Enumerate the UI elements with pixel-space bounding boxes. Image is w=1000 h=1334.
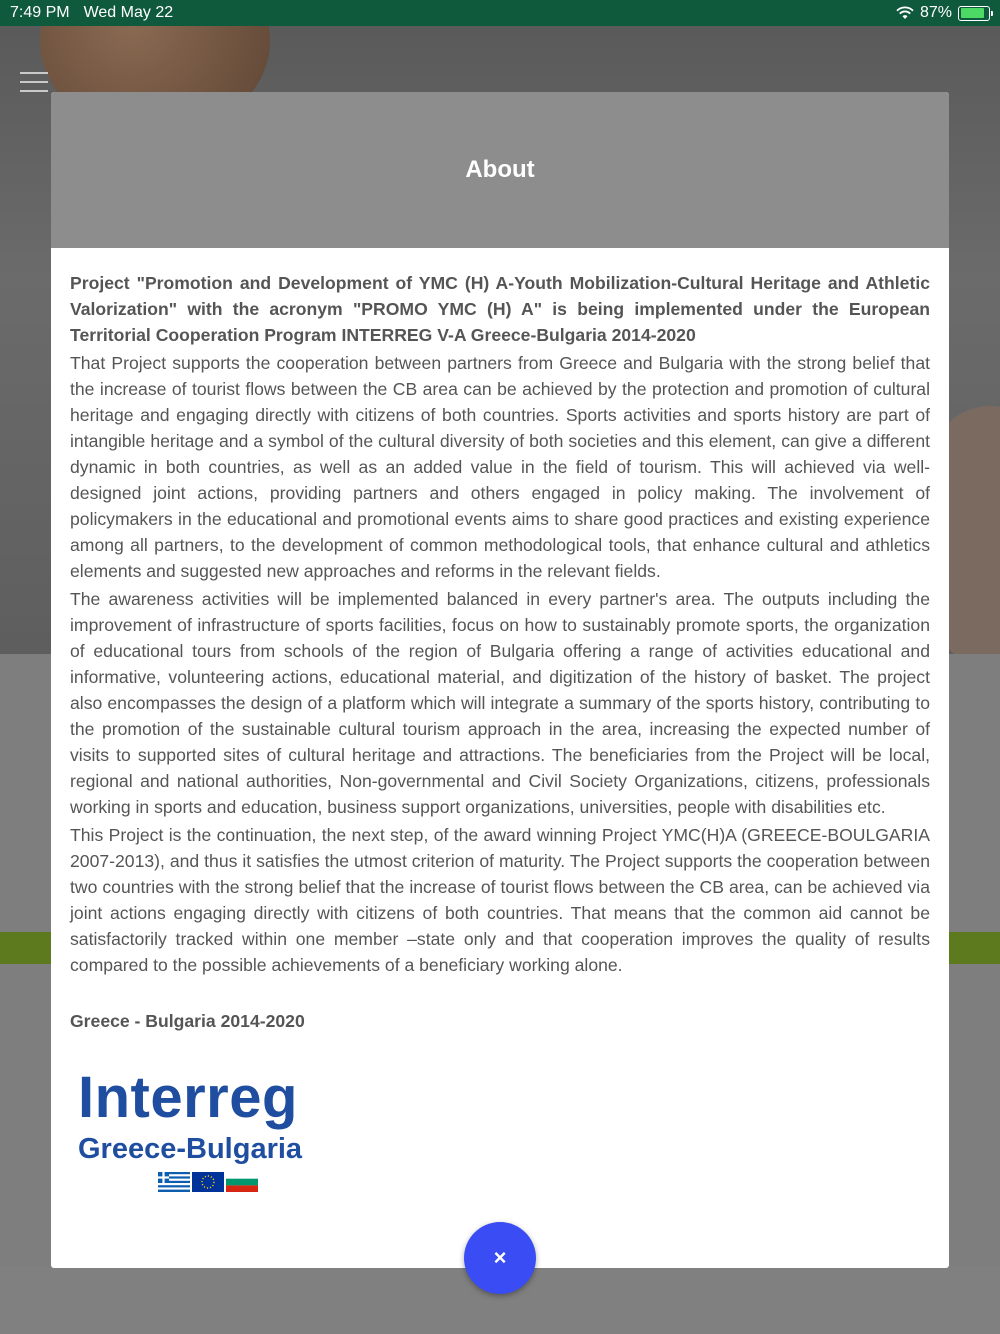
intro-text: Project "Promotion and Development of YMC (H) A-Youth Mobilization-Cultural Heritage and Athletic Valorization" with the acronym "PROMO YMC (H) A" is being implemented under the European Territorial Cooperation Program INTERREG V-A Greece-Bulgaria 2014-2020 bbox=[70, 273, 930, 345]
battery-percent: 87% bbox=[919, 4, 952, 21]
status-time: 7:49 PM bbox=[10, 4, 70, 21]
greece-flag-icon bbox=[158, 1172, 190, 1192]
modal-header bbox=[51, 92, 949, 248]
paragraph-2: The awareness activities will be implemented balanced in every partner's area. The outputs including the improvement of infrastructure of sports facilities, focus on how to sustainably promote sports, the organization of educational tours from schools of the region of Bulgaria offering a range of activities educational and informative, volunteering actions, educational material, and digitization of the history of basket. The project also encompasses the design of a platform which will integrate a summary of the sports history, contributing to the promotion of the sustainable cultural tourism approach in the area, increasing the expected number of visits to supported sites of cultural heritage and attractions. The beneficiaries from the Project will be local, regional and national authorities, Non-governmental and Civil Society Organizations, citizens, professionals working in sports and education, business support organizations, universities, people with disabilities etc. bbox=[70, 589, 930, 817]
program-subtitle: Greece - Bulgaria 2014-2020 bbox=[70, 1011, 305, 1031]
status-right bbox=[896, 4, 990, 22]
close-icon: × bbox=[493, 1245, 507, 1270]
logo-wordmark: Interreg bbox=[78, 1065, 298, 1130]
battery-icon bbox=[958, 6, 990, 21]
close-button[interactable] bbox=[464, 1222, 536, 1294]
logo-subtitle: Greece-Bulgaria bbox=[78, 1133, 303, 1165]
paragraph-1: That Project supports the cooperation between partners from Greece and Bulgaria with the strong belief that the increase of tourist flows between the CB area can be achieved by the protection and promotion of cultural heritage and engaging directly with citizens of both countries. Sports activities and sports history are part of intangible heritage and a symbol of the cultural diversity of both societies and this element, can give a different dynamic in both countries, as well as an added value in the field of tourism. This will achieved via well-designed joint actions, providing partners and others engaged in policy making. The involvement of policymakers in the educational and promotional events aims to share good practices and existing experience among all partners, to the development of common methodological tools, that enhance cultural and athletics elements and suggested new approaches and reforms in the relevant fields. bbox=[70, 353, 930, 581]
modal-title: About bbox=[465, 156, 535, 183]
paragraph-3: This Project is the continuation, the next step, of the award winning Project YMC(H)A (GREECE-BOULGARIA 2007-2013), and thus it satisfies the utmost criterion of maturity. The Project supports the cooperation between two countries with the strong belief that the increase of tourist flows between the CB area, can be achieved via joint actions engaging directly with citizens of both countries. That means that the common aid cannot be satisfactorily tracked within one member –state only and that cooperation improves the quality of results compared to the possible achievements of a beneficiary working alone. bbox=[70, 825, 930, 975]
status-bar bbox=[0, 0, 1000, 26]
interreg-logo bbox=[78, 1065, 348, 1192]
flags bbox=[158, 1172, 348, 1192]
wifi-icon bbox=[896, 6, 914, 20]
bulgaria-flag-icon bbox=[226, 1172, 258, 1192]
modal-body bbox=[51, 248, 949, 1192]
status-date: Wed May 22 bbox=[83, 4, 174, 21]
hamburger-menu-icon[interactable] bbox=[20, 72, 48, 92]
about-modal bbox=[51, 92, 949, 1268]
eu-flag-icon bbox=[192, 1172, 224, 1192]
